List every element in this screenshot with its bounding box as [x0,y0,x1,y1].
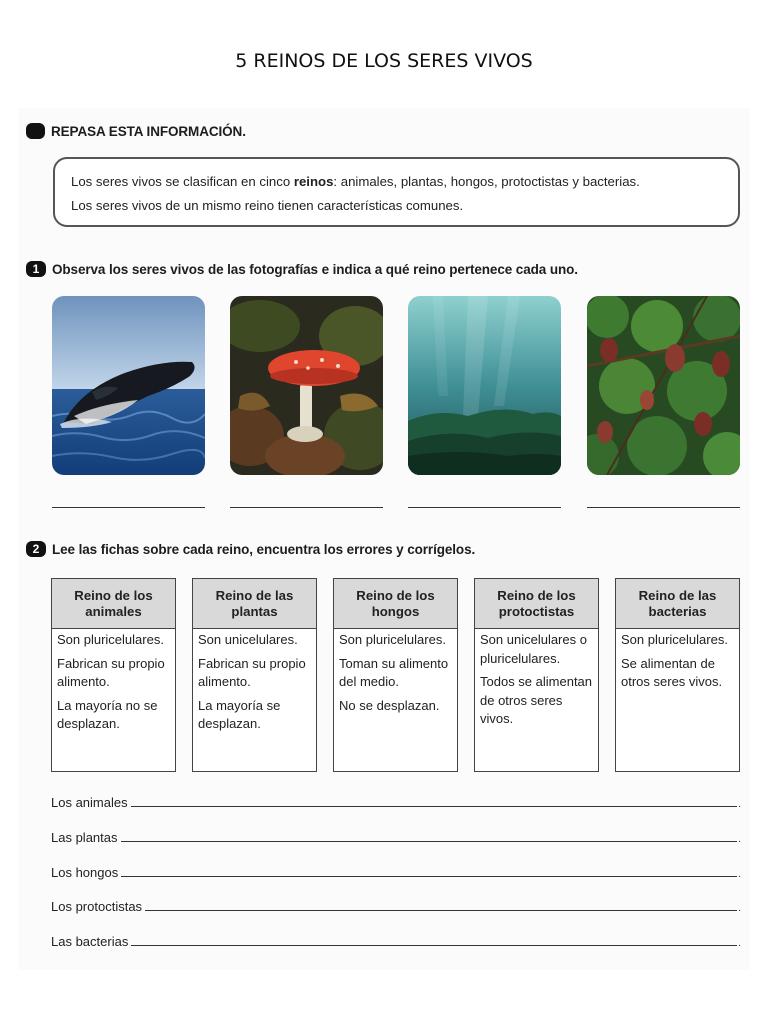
review-heading-text: REPASA ESTA INFORMACIÓN. [51,123,246,139]
card-item: Son unicelulares. [198,632,298,647]
period-mark: . [738,799,741,810]
answer-line[interactable] [131,945,737,946]
card-item: Todos se alimentan de otros seres vivos. [480,674,593,726]
answer-line-2[interactable] [230,507,383,508]
card-title: Reino de los protoctistas [475,579,598,629]
card-body [475,629,598,729]
card-body [334,629,457,715]
answer-line[interactable] [121,841,738,842]
card-body [193,629,316,734]
card-item: Fabrican su propio alimento. [198,655,306,689]
exercise-1-instruction: Observa los seres vivos de las fotografías e indica a qué reino pertenece cada uno. [52,261,578,277]
answer-row-protoctists[interactable] [51,899,741,914]
review-heading [26,123,246,139]
mushroom-photo [230,296,383,475]
answer-line-3[interactable] [408,507,561,508]
card-item: Fabrican su propio alimento. [57,655,165,689]
answer-label: Las bacterias [51,934,129,949]
card-item: Se alimentan de otros seres vivos. [621,655,723,689]
card-item: Son pluricelulares. [339,632,446,647]
info-text: Los seres vivos se clasifican en cinco [71,174,294,189]
info-line-1 [71,170,722,194]
card-item: Son pluricelulares. [621,632,728,647]
card-item: Toman su alimento del medio. [339,655,449,689]
exercise-1-heading [26,261,578,277]
answer-label: Las plantas [51,830,118,845]
card-item: No se desplazan. [339,697,440,713]
answer-label: Los hongos [51,865,119,880]
info-text: : animales, plantas, hongos, protoctistas y bacterias. [333,174,640,189]
card-bacteria [615,578,740,772]
page-title: 5 REINOS DE LOS SERES VIVOS [235,50,533,72]
pine-tree-photo [587,296,740,475]
card-plants [192,578,317,772]
answer-line-4[interactable] [587,507,740,508]
info-box [53,157,740,227]
answer-line[interactable] [145,910,737,911]
underwater-algae-photo [408,296,561,475]
bullet-icon [26,123,45,139]
card-body [616,629,739,692]
period-mark: . [738,903,741,914]
card-title: Reino de los hongos [334,579,457,629]
card-title: Reino de las plantas [193,579,316,629]
card-item: La mayoría se desplazan. [198,697,281,731]
card-item: Son pluricelulares. [57,632,164,647]
number-badge: 1 [26,261,46,277]
card-protoctists [474,578,599,772]
answer-row-plants[interactable] [51,830,741,845]
card-title: Reino de los animales [52,579,175,629]
card-item: Son unicelulares o pluricelulares. [480,632,587,666]
info-bold-word: reinos [293,174,334,189]
period-mark: . [738,869,741,880]
answer-row-animals[interactable] [51,795,741,810]
card-item: La mayoría no se desplazan. [57,697,158,731]
whale-photo [52,296,205,475]
card-animals [51,578,176,772]
period-mark: . [738,938,741,949]
exercise-2-heading [26,541,475,557]
card-title: Reino de las bacterias [616,579,739,629]
card-body [52,629,175,734]
answer-label: Los protoctistas [51,899,143,914]
answer-row-fungi[interactable] [51,865,741,880]
answer-line[interactable] [121,876,737,877]
period-mark: . [738,834,741,845]
card-fungi [333,578,458,772]
number-badge: 2 [26,541,46,557]
info-line-2: Los seres vivos de un mismo reino tienen características comunes. [71,198,464,213]
answer-label: Los animales [51,795,128,810]
answer-line-1[interactable] [52,507,205,508]
exercise-2-instruction: Lee las fichas sobre cada reino, encuentra los errores y corrígelos. [52,541,476,557]
answer-row-bacteria[interactable] [51,934,741,949]
answer-line[interactable] [131,806,738,807]
